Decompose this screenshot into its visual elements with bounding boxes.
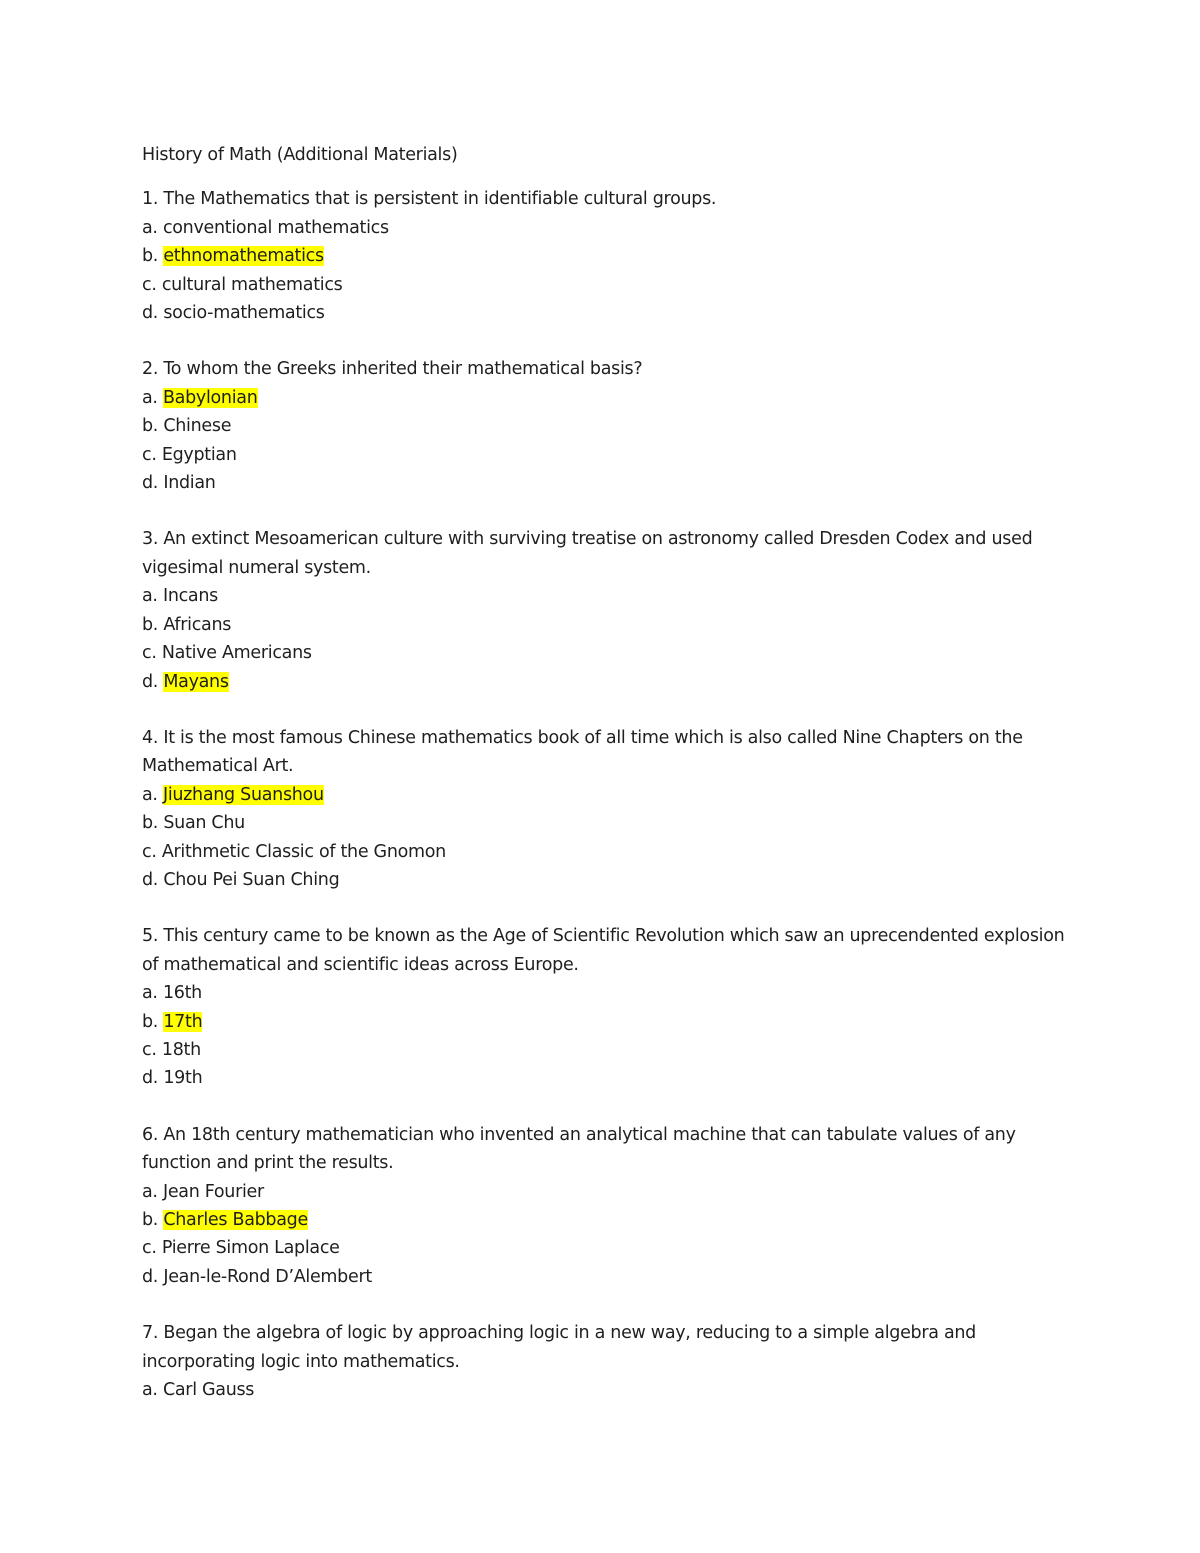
option-text: 18th (161, 1039, 201, 1060)
correct-answer-highlight: Charles Babbage (163, 1210, 308, 1230)
option-b (142, 611, 1072, 639)
option-letter: d. (142, 1068, 164, 1089)
option-letter: a. (142, 1181, 163, 1202)
option-d (142, 299, 1072, 327)
option-text: Suan Chu (163, 813, 245, 834)
option-c (142, 441, 1072, 469)
option-text: Carl Gauss (162, 1380, 255, 1401)
option-text: conventional mathematics (162, 217, 389, 238)
option-letter: a. (142, 586, 163, 607)
question-stem: 5. This century came to be known as the Age of Scientific Revolution which saw an uprecendented explosion of mathematical and scientific ideas across Europe. (142, 926, 1065, 975)
option-text: 16th (162, 983, 202, 1004)
option-letter: d. (142, 671, 164, 692)
option-b (142, 1008, 1072, 1036)
question-2 (142, 355, 1072, 497)
option-letter: c. (142, 643, 162, 664)
option-c (142, 838, 1072, 866)
option-text: Pierre Simon Laplace (161, 1238, 340, 1259)
option-a (142, 1178, 1072, 1206)
option-text: 19th (163, 1068, 203, 1089)
option-d (142, 1064, 1072, 1092)
option-letter: d. (142, 303, 164, 324)
option-a (142, 582, 1072, 610)
option-letter: c. (142, 444, 162, 465)
option-d (142, 668, 1072, 696)
question-stem: 7. Began the algebra of logic by approaching logic in a new way, reducing to a simple algebra and incorporating logic into mathematics. (142, 1323, 976, 1372)
question-stem: 2. To whom the Greeks inherited their mathematical basis? (142, 359, 643, 380)
option-d (142, 1263, 1072, 1291)
option-a (142, 384, 1072, 412)
question-stem: 4. It is the most famous Chinese mathematics book of all time which is also called Nine Chapters on the Mathematical Art. (142, 727, 1023, 777)
option-letter: b. (142, 813, 164, 834)
option-letter: c. (142, 841, 162, 862)
option-letter: c. (142, 1039, 162, 1060)
option-letter: b. (142, 416, 164, 437)
option-letter: b. (142, 614, 164, 635)
option-c (142, 1036, 1072, 1064)
question-6 (142, 1121, 1072, 1291)
document-page (142, 141, 1072, 1432)
option-c (142, 639, 1072, 667)
option-b (142, 412, 1072, 440)
document-title: History of Math (Additional Materials) (142, 145, 458, 165)
correct-answer-highlight: Jiuzhang Suanshou (162, 784, 324, 805)
option-letter: c. (142, 274, 162, 295)
option-letter: d. (142, 1266, 164, 1287)
option-letter: b. (142, 1210, 164, 1230)
option-text: Native Americans (161, 643, 312, 664)
option-a (142, 1376, 1072, 1404)
question-7 (142, 1319, 1072, 1404)
option-d (142, 866, 1072, 894)
option-text: Chou Pei Suan Ching (163, 869, 340, 890)
option-text: cultural mathematics (161, 274, 343, 295)
option-letter: a. (142, 217, 163, 238)
option-a (142, 214, 1072, 242)
question-1 (142, 185, 1072, 327)
question-5 (142, 922, 1072, 1092)
correct-answer-highlight: 17th (163, 1011, 203, 1032)
option-a (142, 781, 1072, 809)
option-letter: a. (142, 983, 163, 1004)
question-3 (142, 525, 1072, 695)
option-text: Jean-le-Rond D’Alembert (163, 1266, 372, 1287)
option-text: Egyptian (161, 444, 237, 465)
option-text: socio-mathematics (163, 303, 325, 324)
question-4 (142, 724, 1072, 894)
option-d (142, 469, 1072, 497)
option-text: Arithmetic Classic of the Gnomon (161, 841, 446, 862)
option-c (142, 271, 1072, 299)
option-letter: d. (142, 473, 164, 494)
option-letter: a. (142, 387, 163, 408)
option-a (142, 979, 1072, 1007)
option-c (142, 1234, 1072, 1262)
question-stem: 1. The Mathematics that is persistent in identifiable cultural groups. (142, 189, 717, 210)
option-letter: b. (142, 246, 164, 267)
question-stem: 6. An 18th century mathematician who invented an analytical machine that can tabulate values of any function and print the results. (142, 1124, 1016, 1174)
correct-answer-highlight: Mayans (163, 671, 229, 692)
option-letter: a. (142, 784, 163, 805)
correct-answer-highlight: ethnomathematics (163, 246, 324, 267)
option-text: Indian (163, 473, 216, 494)
option-text: Jean Fourier (162, 1181, 264, 1202)
option-b (142, 809, 1072, 837)
option-text: Chinese (163, 416, 232, 437)
option-text: Africans (163, 614, 232, 635)
option-letter: b. (142, 1011, 164, 1032)
option-letter: c. (142, 1238, 162, 1259)
option-b (142, 242, 1072, 270)
question-stem: 3. An extinct Mesoamerican culture with surviving treatise on astronomy called Dresden Codex and used vigesimal numeral system. (142, 529, 1033, 578)
option-b (142, 1206, 1072, 1234)
correct-answer-highlight: Babylonian (162, 387, 258, 408)
option-letter: d. (142, 869, 164, 890)
option-text: Incans (162, 586, 218, 607)
option-letter: a. (142, 1380, 163, 1401)
